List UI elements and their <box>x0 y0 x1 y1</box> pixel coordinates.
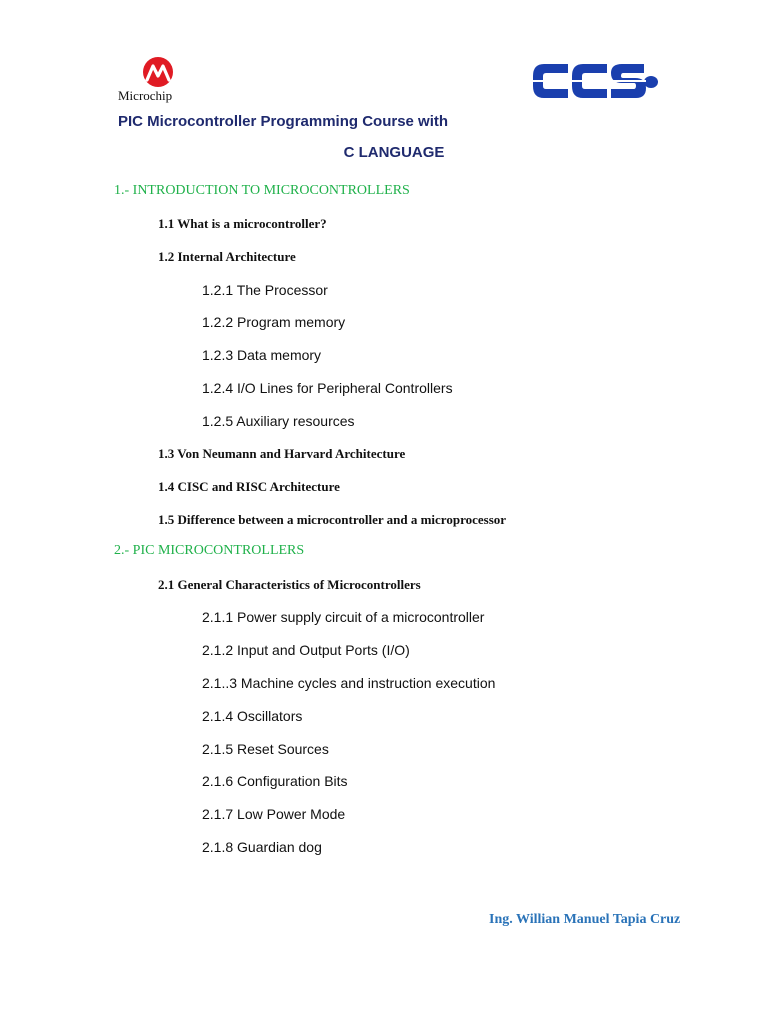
toc-item-1-5: 1.5 Difference between a microcontroller and a microprocessor <box>158 512 507 527</box>
toc-item-2-1-6: 2.1.6 Configuration Bits <box>202 773 348 789</box>
toc-item-2-1-1: 2.1.1 Power supply circuit of a microcontroller <box>202 609 485 625</box>
microchip-wordmark: Microchip <box>118 88 173 103</box>
ccs-logo <box>530 56 660 108</box>
toc-item-2-1-3: 2.1..3 Machine cycles and instruction execution <box>202 675 496 691</box>
toc-item-1-2-2: 1.2.2 Program memory <box>202 314 346 330</box>
microchip-emblem-icon <box>142 56 174 88</box>
toc-item-1-1: 1.1 What is a microcontroller? <box>158 216 327 231</box>
toc-item-1-2-4: 1.2.4 I/O Lines for Peripheral Controllers <box>202 380 453 396</box>
toc-item-2-1-8: 2.1.8 Guardian dog <box>202 839 322 855</box>
ccs-emblem-icon <box>530 56 660 108</box>
toc-item-2-1-7: 2.1.7 Low Power Mode <box>202 806 346 822</box>
toc-item-2-1-5: 2.1.5 Reset Sources <box>202 741 329 757</box>
toc-section-1: 1.- INTRODUCTION TO MICROCONTROLLERS <box>114 183 410 198</box>
toc-section-2: 2.- PIC MICROCONTROLLERS <box>114 543 305 558</box>
author-name: Ing. Willian Manuel Tapia Cruz <box>489 912 681 927</box>
toc-item-2-1: 2.1 General Characteristics of Microcontrollers <box>158 577 421 592</box>
course-title-line1: PIC Microcontroller Programming Course with <box>118 113 449 130</box>
toc-item-1-2: 1.2 Internal Architecture <box>158 249 296 264</box>
toc-item-1-4: 1.4 CISC and RISC Architecture <box>158 479 340 494</box>
toc-item-1-2-5: 1.2.5 Auxiliary resources <box>202 413 355 429</box>
toc-item-2-1-2: 2.1.2 Input and Output Ports (I/O) <box>202 642 410 658</box>
toc-item-1-3: 1.3 Von Neumann and Harvard Architecture <box>158 446 406 461</box>
course-title-line2: C LANGUAGE <box>343 144 445 161</box>
toc-item-1-2-1: 1.2.1 The Processor <box>202 282 328 298</box>
toc-item-1-2-3: 1.2.3 Data memory <box>202 347 322 363</box>
toc-item-2-1-4: 2.1.4 Oscillators <box>202 708 303 724</box>
microchip-logo <box>118 56 200 106</box>
